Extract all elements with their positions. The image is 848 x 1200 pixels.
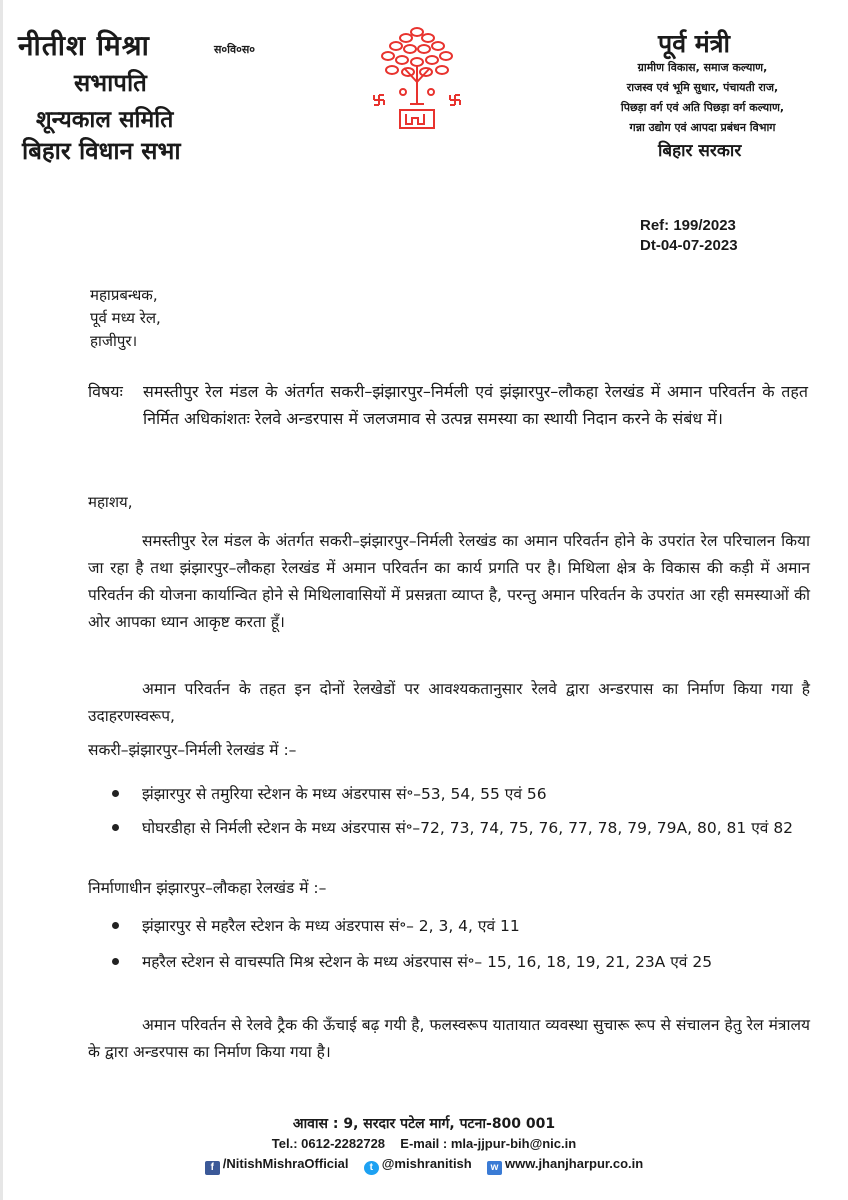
list-item xyxy=(112,912,812,940)
addressee-line: पूर्व मध्य रेल, xyxy=(90,309,161,327)
reference-date: Dt-04-07-2023 xyxy=(640,237,738,254)
government-label: बिहार सरकार xyxy=(658,141,742,161)
sender-committee: शून्यकाल समिति xyxy=(36,107,174,133)
twitter-icon: t xyxy=(364,1161,379,1175)
subject-label: विषयः xyxy=(88,382,123,401)
footer-email[interactable]: E-mail : mla-jjpur-bih@nic.in xyxy=(400,1136,577,1151)
sender-name: नीतीश मिश्रा xyxy=(18,29,150,62)
subject-text: समस्तीपुर रेल मंडल के अंतर्गत सकरी–झंझारपुर–निर्मली एवं झंझारपुर–लौकहा रेलखंड में अमान परिवर्तन के तहत निर्मित अधिकांशतः रेलवे अन्डरपास में जलजमाव से उत्पन्न समस्या का स्थायी निदान करने के संबंध में। xyxy=(143,382,808,428)
addressee-line: महाप्रबन्धक, xyxy=(90,286,158,304)
section-heading: सकरी–झंझारपुर–निर्मली रेलखंड में :– xyxy=(88,741,297,759)
body-paragraph: अमान परिवर्तन से रेलवे ट्रैक की ऊँचाई बढ़ गयी है, फलस्वरूप यातायात व्यवस्था सुचारू रूप से संचालन हेतु रेल मंत्रालय के द्वारा अन्डरपास का निर्माण किया गया है। xyxy=(88,1016,810,1061)
body-paragraph: समस्तीपुर रेल मंडल के अंतर्गत सकरी–झंझारपुर–निर्मली रेलखंड का अमान परिवर्तन होने के उपरांत रेल परिचालन किया जा रहा है तथा झंझारपुर–लौकहा रेलखंड में अमान परिवर्तन का कार्य प्रगति पर है। मिथिला क्षेत्र के विकास की कड़ी में अमान परिवर्तन की योजना कार्यान्वित होने से मिथिलावासियों में प्रसन्नता व्याप्त है, परन्तु अमान परिवर्तन के उपरांत आ रही समस्याओं की ओर आपका ध्यान आकृष्ट करता हूँ। xyxy=(88,532,810,631)
list-item-text: महरैल स्टेशन से वाचस्पति मिश्र स्टेशन के मध्य अंडरपास सं॰– 15, 16, 18, 19, 21, 23A एवं 25 xyxy=(142,953,713,971)
section-heading: निर्माणाधीन झंझारपुर–लौकहा रेलखंड में :– xyxy=(88,879,327,897)
twitter-handle[interactable]: @mishranitish xyxy=(381,1156,472,1171)
reference-number: Ref: 199/2023 xyxy=(640,217,736,234)
list-item-text: झंझारपुर से महरैल स्टेशन के मध्य अंडरपास सं॰– 2, 3, 4, एवं 11 xyxy=(142,917,520,935)
website-link[interactable]: www.jhanjharpur.co.in xyxy=(504,1156,644,1171)
department-line: ग्रामीण विकास, समाज कल्याण, xyxy=(637,61,768,74)
footer-address: आवास : 9, सरदार पटेल मार्ग, पटना-800 001 xyxy=(292,1116,556,1132)
facebook-icon: f xyxy=(205,1161,220,1175)
list-item xyxy=(112,814,812,842)
list-item xyxy=(112,780,812,808)
footer-contact xyxy=(0,1136,848,1151)
facebook-handle[interactable]: /NitishMishraOfficial xyxy=(222,1156,349,1171)
bullet-icon xyxy=(112,824,119,831)
footer-social xyxy=(0,1156,848,1175)
website-icon: w xyxy=(487,1161,502,1175)
former-minister-title: पूर्व मंत्री xyxy=(658,29,731,58)
bullet-icon xyxy=(112,922,119,929)
list-item xyxy=(112,948,812,976)
salutation: महाशय, xyxy=(88,493,133,511)
list-item-text: घोघरडीहा से निर्मली स्टेशन के मध्य अंडरपास सं॰–72, 73, 74, 75, 76, 77, 78, 79, 79A, 80, 81 एवं 82 xyxy=(142,819,794,837)
department-line: गन्ना उद्योग एवं आपदा प्रबंधन विभाग xyxy=(629,121,776,134)
department-line: राजस्व एवं भूमि सुधार, पंचायती राज, xyxy=(626,81,779,94)
subject-block xyxy=(88,378,808,432)
reference-block xyxy=(640,216,810,256)
sender-assembly: बिहार विधान सभा xyxy=(22,137,181,165)
bullet-icon xyxy=(112,790,119,797)
sender-name-suffix: स०वि०स० xyxy=(214,43,255,56)
body-paragraph: अमान परिवर्तन के तहत इन दोनों रेलखेडों पर आवश्यकतानुसार रेलवे द्वारा अन्डरपास का निर्माण किया गया है उदाहरणस्वरूप, xyxy=(88,680,810,725)
list-item-text: झंझारपुर से तमुरिया स्टेशन के मध्य अंडरपास सं॰–53, 54, 55 एवं 56 xyxy=(142,785,547,803)
footer-telephone: Tel.: 0612-2282728 xyxy=(271,1136,386,1151)
bullet-icon xyxy=(112,958,119,965)
sender-designation: सभापति xyxy=(74,69,147,97)
addressee-line: हाजीपुर। xyxy=(90,332,138,350)
addressee-block xyxy=(90,284,161,353)
department-line: पिछड़ा वर्ग एवं अति पिछड़ा वर्ग कल्याण, xyxy=(620,101,785,114)
bihar-emblem-icon xyxy=(370,22,464,142)
